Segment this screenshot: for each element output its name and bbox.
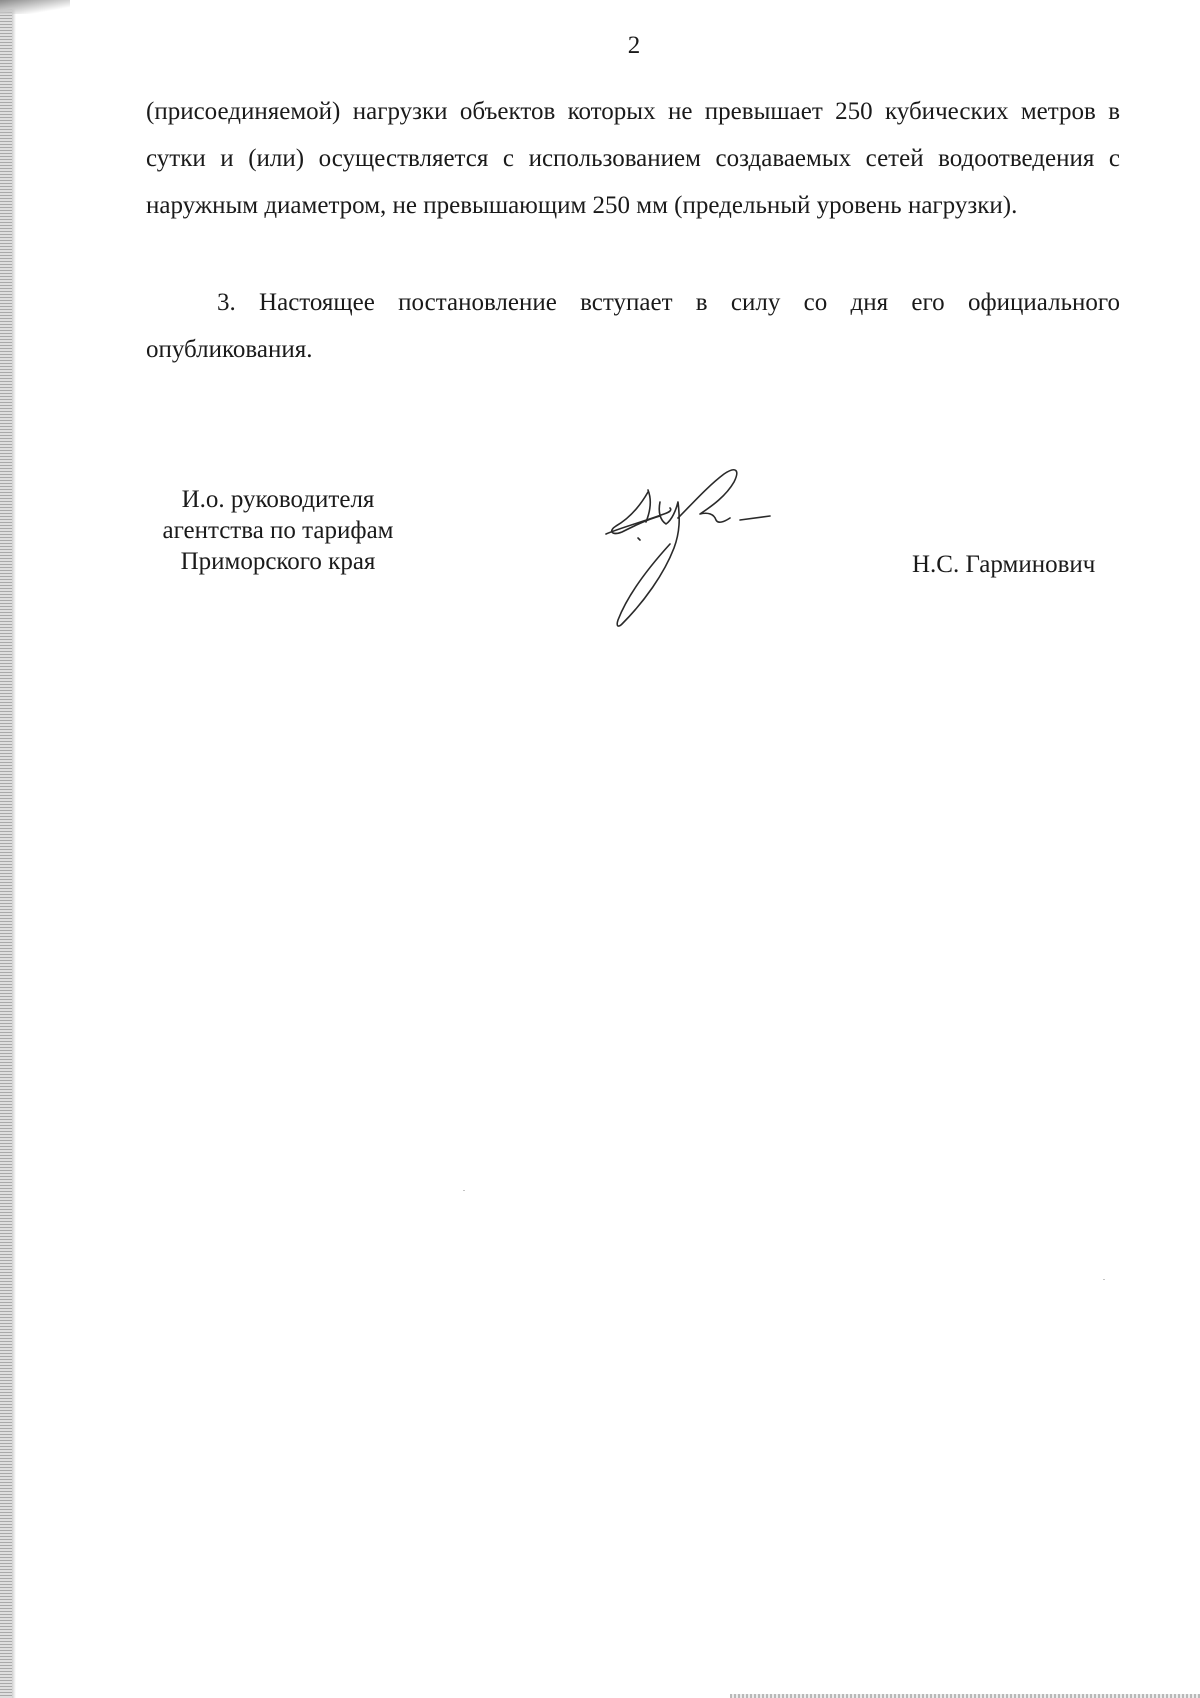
scan-bottom-edge xyxy=(730,1694,1200,1698)
signatory-position-line-3: Приморского края xyxy=(180,548,376,575)
paragraph-effective-date: 3. Настоящее постановление вступает в силу со дня его официального опубликования. xyxy=(146,289,1120,363)
paragraph-load-limit: (присоединяемой) нагрузки объектов которых не превышает 250 кубических метров в сутки и (или) осуществляется с использованием создаваемых сетей водоотведения с наружным диаметром, не превышающим 250 мм (предельный уровень нагрузки). xyxy=(146,98,1120,219)
scan-corner-artifact xyxy=(0,0,70,14)
signatory-position-line-2: агентства по тарифам xyxy=(162,517,394,544)
page-number: 2 xyxy=(627,32,641,59)
signatory-position xyxy=(146,484,410,577)
scan-speck xyxy=(1103,1279,1105,1280)
scan-left-shadow xyxy=(12,0,16,1698)
signatory-position-line-1: И.о. руководителя xyxy=(181,486,375,513)
scan-left-edge xyxy=(0,0,12,1698)
scan-speck xyxy=(463,1190,465,1191)
handwritten-signature xyxy=(600,462,800,634)
signatory-name: Н.С. Гарминович xyxy=(912,551,1096,578)
